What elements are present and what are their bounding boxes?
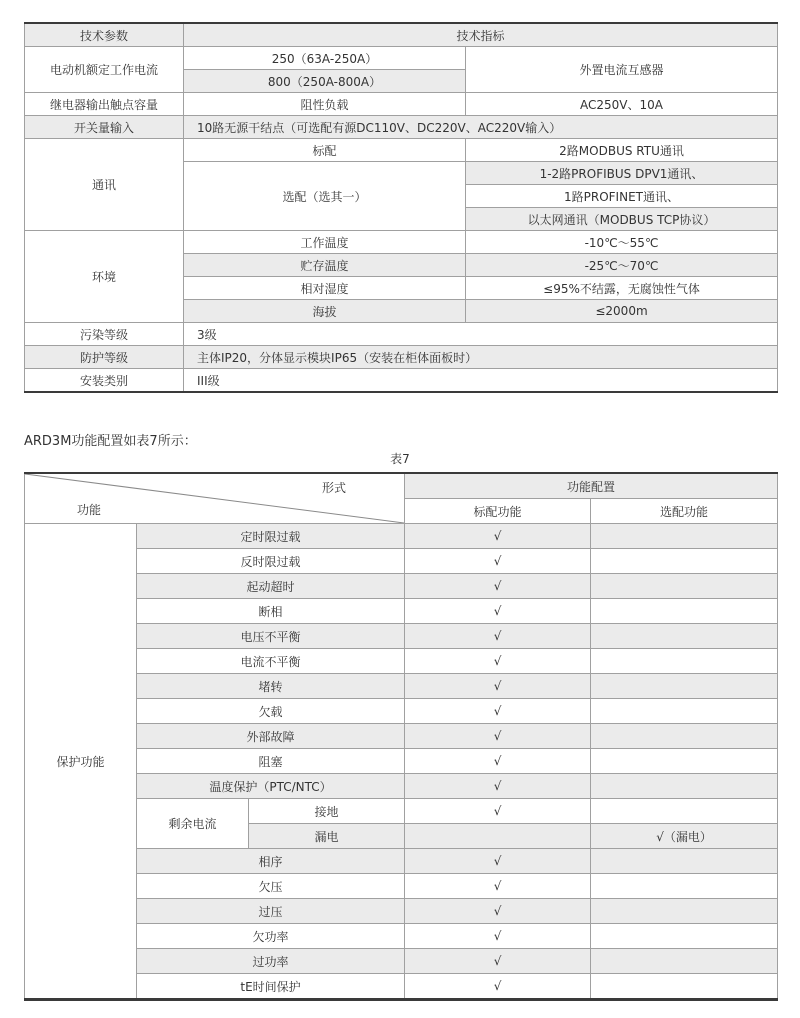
digital-input-row [25,116,778,139]
standard-check-cell: √ [405,574,591,599]
env-work-temp-label-cell: 工作温度 [184,231,466,254]
function-name-cell: 阻塞 [137,749,405,774]
residual-current-group-cell: 剩余电流 [137,799,249,849]
motor-current-range2-cell: 800（250A-800A） [184,70,466,93]
config-header-cell: 功能配置 [405,473,778,499]
standard-check-cell: √ [405,974,591,1000]
comm-standard-row [25,139,778,162]
function-row [25,524,778,549]
function-row [25,724,778,749]
ip-rating-label-cell: 防护等级 [25,346,184,369]
function-name-cell: 外部故障 [137,724,405,749]
function-name-cell: tE时间保护 [137,974,405,1000]
table7-caption: 表7 [390,452,410,466]
function-table [24,472,778,1001]
optional-check-cell [591,549,778,574]
function-row [25,599,778,624]
standard-check-cell: √ [405,799,591,824]
function-header-row-1 [25,473,778,499]
motor-current-row-1 [25,47,778,70]
function-row [25,649,778,674]
function-row [25,674,778,699]
function-row [25,974,778,1000]
standard-check-cell: √ [405,899,591,924]
optional-check-cell [591,599,778,624]
function-name-cell: 断相 [137,599,405,624]
standard-check-cell: √ [405,924,591,949]
standard-check-cell: √ [405,774,591,799]
motor-current-ct-cell: 外置电流互感器 [466,47,778,93]
diagonal-label-form: 形式 [322,481,347,495]
env-altitude-value-cell: ≤2000m [466,300,778,323]
function-row [25,749,778,774]
standard-check-cell: √ [405,949,591,974]
optional-check-cell [591,699,778,724]
function-row [25,574,778,599]
standard-check-cell: √ [405,849,591,874]
function-name-cell: 欠压 [137,874,405,899]
standard-check-cell: √ [405,599,591,624]
env-humidity-label-cell: 相对湿度 [184,277,466,300]
function-row [25,799,778,824]
optional-check-cell [591,749,778,774]
function-row [25,774,778,799]
standard-check-cell: √ [405,549,591,574]
motor-current-range1-cell: 250（63A-250A） [184,47,466,70]
function-name-cell: 漏电 [249,824,405,849]
optional-header-cell: 选配功能 [591,499,778,524]
pollution-value-cell: 3级 [184,323,778,346]
spec-header-row [25,23,778,47]
env-storage-temp-label-cell: 贮存温度 [184,254,466,277]
function-name-cell: 堵转 [137,674,405,699]
comm-option3-cell: 以太网通讯（MODBUS TCP协议） [466,208,778,231]
optional-check-cell [591,849,778,874]
function-name-cell: 反时限过载 [137,549,405,574]
comm-standard-label-cell: 标配 [184,139,466,162]
pollution-label-cell: 污染等级 [25,323,184,346]
comm-option2-cell: 1路PROFINET通讯、 [466,185,778,208]
digital-input-label-cell: 开关量输入 [25,116,184,139]
env-label-cell: 环境 [25,231,184,323]
function-row [25,899,778,924]
protection-group-cell: 保护功能 [25,524,137,1000]
env-altitude-label-cell: 海拔 [184,300,466,323]
comm-option-label-cell: 选配（选其一） [184,162,466,231]
optional-check-cell [591,799,778,824]
function-name-cell: 相序 [137,849,405,874]
standard-check-cell: √ [405,524,591,549]
function-row [25,699,778,724]
function-row [25,949,778,974]
function-name-cell: 过功率 [137,949,405,974]
standard-check-cell: √ [405,724,591,749]
digital-input-value-cell: 10路无源干结点（可选配有源DC110V、DC220V、AC220V输入） [184,116,778,139]
comm-label-cell: 通讯 [25,139,184,231]
env-humidity-value-cell: ≤95%不结露，无腐蚀性气体 [466,277,778,300]
function-row [25,849,778,874]
section-intro-text: ARD3M功能配置如表7所示： [24,434,197,449]
optional-check-cell [591,974,778,1000]
function-name-cell: 起动超时 [137,574,405,599]
function-name-cell: 欠功率 [137,924,405,949]
function-row [25,549,778,574]
function-row [25,874,778,899]
spec-header-param-cell: 技术参数 [25,23,184,47]
function-name-cell: 电压不平衡 [137,624,405,649]
ip-rating-value-cell: 主体IP20，分体显示模块IP65（安装在柜体面板时） [184,346,778,369]
install-category-row [25,369,778,393]
function-name-cell: 欠载 [137,699,405,724]
optional-check-cell [591,524,778,549]
optional-check-cell [591,874,778,899]
optional-check-cell [591,649,778,674]
comm-standard-value-cell: 2路MODBUS RTU通讯 [466,139,778,162]
optional-check-cell [591,624,778,649]
comm-option1-cell: 1-2路PROFIBUS DPV1通讯、 [466,162,778,185]
env-storage-temp-value-cell: -25℃～70℃ [466,254,778,277]
optional-check-cell [591,724,778,749]
install-category-value-cell: III级 [184,369,778,393]
standard-check-cell: √ [405,874,591,899]
env-work-temp-row [25,231,778,254]
relay-output-label-cell: 继电器输出触点容量 [25,93,184,116]
function-row [25,924,778,949]
standard-check-cell: √ [405,749,591,774]
optional-check-cell: √（漏电） [591,824,778,849]
relay-output-rating-cell: AC250V、10A [466,93,778,116]
standard-check-cell: √ [405,624,591,649]
optional-check-cell [591,924,778,949]
env-work-temp-value-cell: -10℃～55℃ [466,231,778,254]
function-name-cell: 接地 [249,799,405,824]
optional-check-cell [591,949,778,974]
spec-table [24,22,778,393]
standard-header-cell: 标配功能 [405,499,591,524]
function-name-cell: 定时限过载 [137,524,405,549]
standard-check-cell: √ [405,674,591,699]
optional-check-cell [591,574,778,599]
standard-check-cell: √ [405,699,591,724]
motor-current-label-cell: 电动机额定工作电流 [25,47,184,93]
function-row [25,624,778,649]
optional-check-cell [591,674,778,699]
optional-check-cell [591,899,778,924]
relay-output-load-cell: 阻性负载 [184,93,466,116]
relay-output-row [25,93,778,116]
standard-check-cell: √ [405,649,591,674]
diagonal-label-function: 功能 [77,503,102,517]
ip-rating-row [25,346,778,369]
spec-header-index-cell: 技术指标 [184,23,778,47]
diagonal-header-cell [25,473,405,524]
function-name-cell: 电流不平衡 [137,649,405,674]
standard-check-cell [405,824,591,849]
install-category-label-cell: 安装类别 [25,369,184,393]
optional-check-cell [591,774,778,799]
pollution-row [25,323,778,346]
function-name-cell: 过压 [137,899,405,924]
function-name-cell: 温度保护（PTC/NTC） [137,774,405,799]
